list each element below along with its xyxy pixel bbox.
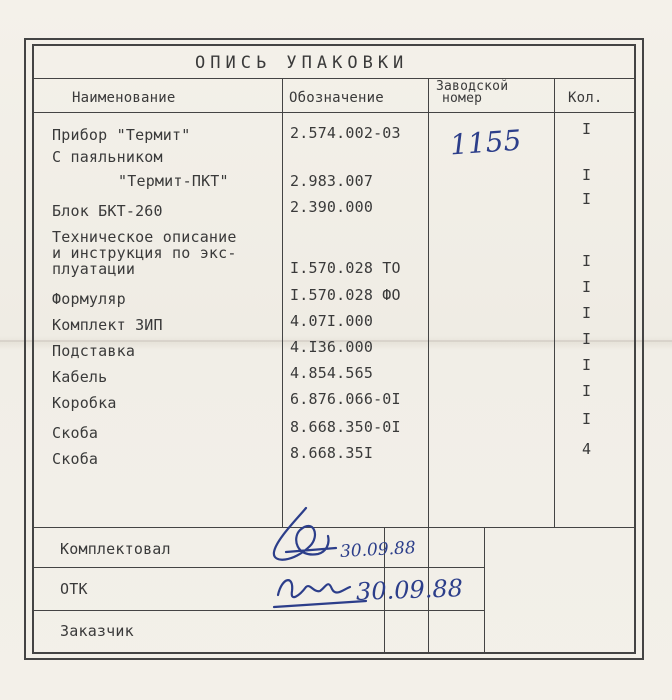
item-name: плуатации: [52, 260, 136, 278]
title-divider: [32, 78, 636, 79]
serial-number-handwritten: 1155: [448, 123, 523, 162]
item-name: Блок БКТ-260: [52, 202, 163, 220]
item-name: Комплект ЗИП: [52, 316, 163, 334]
item-name: Скоба: [52, 424, 99, 442]
item-qty: I: [582, 304, 592, 322]
item-name: Подставка: [52, 342, 136, 360]
assembled-date: 30.09.88: [339, 538, 417, 562]
item-name: Кабель: [52, 368, 108, 386]
item-name: Коробка: [52, 394, 117, 412]
item-name: С паяльником: [52, 148, 163, 166]
item-name: Формуляр: [52, 290, 126, 308]
item-name: Прибор "Термит": [52, 126, 191, 144]
item-qty: I: [582, 278, 592, 296]
item-qty: I: [582, 190, 592, 208]
item-code: 4.854.565: [290, 364, 374, 382]
item-code: I.570.028 ТО: [290, 259, 401, 277]
header-name: Наименование: [72, 90, 176, 106]
header-designation: Обозначение: [289, 90, 384, 106]
col-divider-3: [554, 78, 555, 527]
item-code: 8.668.35I: [290, 444, 374, 462]
footer-otk-label: ОТК: [60, 580, 88, 598]
footer-row-divider-2: [32, 610, 484, 611]
item-code: 4.I36.000: [290, 338, 374, 356]
footer-row-divider-1: [32, 567, 484, 568]
item-qty: I: [582, 330, 592, 348]
item-code: 2.390.000: [290, 198, 374, 216]
document-title: ОПИСЬ УПАКОВКИ: [195, 53, 409, 73]
item-code: I.570.028 ФО: [290, 286, 401, 304]
item-qty: I: [582, 166, 592, 184]
footer-assembled-label: Комплектовал: [60, 540, 171, 558]
item-code: 8.668.350-0I: [290, 418, 401, 436]
footer-col-divider-2: [484, 527, 485, 654]
col-divider-1: [282, 78, 283, 527]
item-code: 4.07I.000: [290, 312, 374, 330]
item-qty: I: [582, 356, 592, 374]
item-name: и инструкция по экс-: [52, 244, 237, 262]
header-serial-line2: номер: [442, 91, 483, 106]
item-qty: I: [582, 252, 592, 270]
item-qty: I: [582, 382, 592, 400]
header-divider: [32, 112, 636, 113]
item-name: Техническое описание: [52, 228, 237, 246]
item-code: 2.983.007: [290, 172, 374, 190]
col-divider-2: [428, 78, 429, 654]
otk-date: 30.09.88: [355, 574, 464, 606]
item-qty: 4: [582, 440, 592, 458]
footer-customer-label: Заказчик: [60, 622, 134, 640]
item-qty: I: [582, 120, 592, 138]
item-name: "Термит-ПКТ": [118, 172, 229, 190]
item-code: 2.574.002-03: [290, 124, 401, 142]
item-qty: I: [582, 410, 592, 428]
item-name: Скоба: [52, 450, 99, 468]
header-serial-line1: Заводской: [436, 79, 509, 94]
item-code: 6.876.066-0I: [290, 390, 401, 408]
header-qty: Кол.: [568, 90, 603, 106]
